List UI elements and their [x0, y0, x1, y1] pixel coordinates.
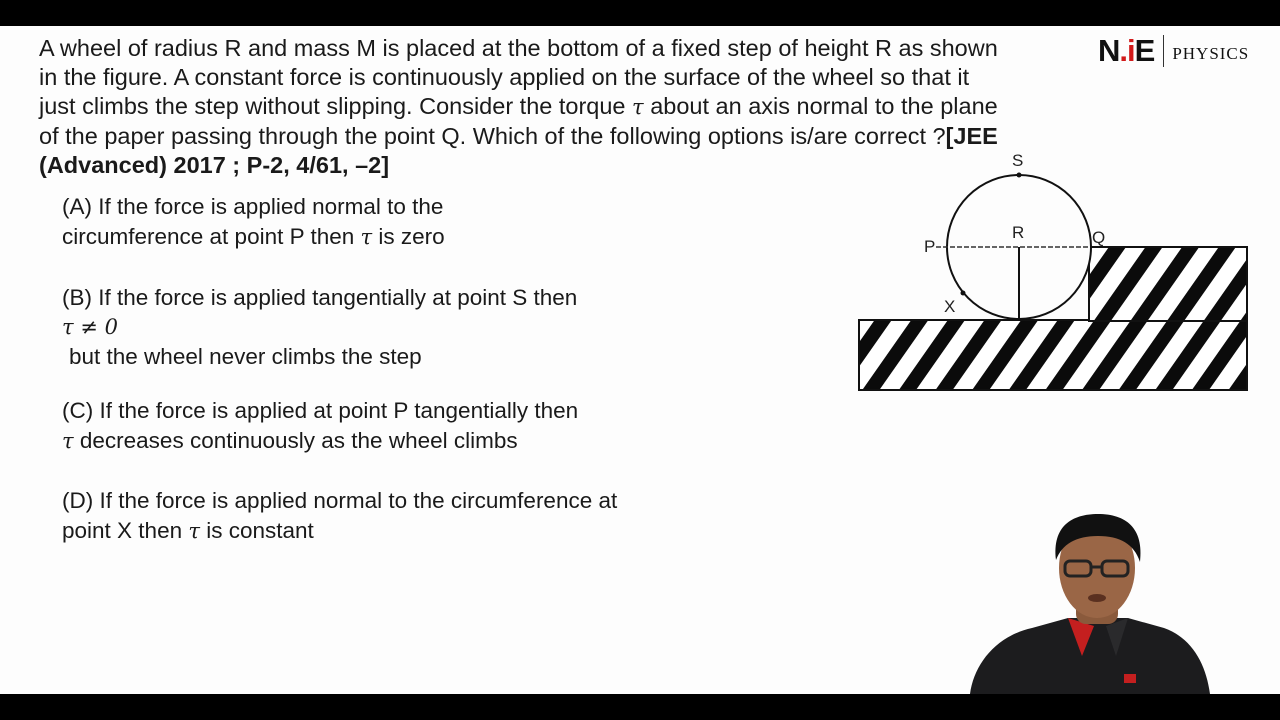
point-x — [961, 291, 966, 296]
ground-block — [859, 320, 1247, 390]
label-x: X — [944, 297, 956, 316]
tau-symbol: τ — [188, 518, 200, 543]
option-d — [62, 486, 762, 546]
option-d-line1: (D) If the force is applied normal to the circumference at — [62, 488, 618, 513]
option-b-equation: τ ≠ 0 — [62, 314, 118, 339]
option-c — [62, 396, 762, 456]
point-s — [1017, 173, 1022, 178]
tau-symbol: τ — [62, 428, 74, 453]
question-main: A wheel of radius R and mass M is placed at the bottom of a fixed step of height R as shown in the figure. A constant force is continuously applied on the surface of the wheel so that it just climbs the step without slipping. Consider the torque — [39, 35, 998, 119]
wheel-step-figure — [850, 146, 1260, 426]
label-r: R — [1012, 223, 1025, 242]
presenter-mouth — [1088, 594, 1106, 602]
logo-mark: N.iE — [1098, 33, 1155, 68]
exam-reference: [JEE (Advanced) 2017 ; P-2, 4/61, –2] — [39, 123, 998, 178]
label-s: S — [1012, 151, 1024, 170]
logo-text: PHYSICS — [1172, 44, 1250, 63]
step-block — [1089, 247, 1247, 321]
tau-symbol: τ — [632, 95, 644, 119]
option-a — [62, 192, 762, 252]
label-q: Q — [1092, 228, 1106, 247]
slide — [0, 26, 1280, 694]
tau-symbol: τ — [360, 224, 373, 249]
option-c-line1: (C) If the force is applied at point P tangentially then — [62, 398, 579, 423]
question-continued: about an axis normal to the plane of the paper passing through the point Q. Which of the following options is/are correct ? — [39, 93, 998, 149]
option-a-line1: (A) If the force is applied normal to the — [62, 194, 444, 219]
option-b-line3: but the wheel never climbs the step — [69, 344, 422, 369]
option-b-line1: (B) If the force is applied tangentially at point S then — [62, 285, 578, 310]
presenter-webcam — [960, 486, 1230, 694]
nje-physics-logo — [1098, 34, 1249, 68]
option-d-line2: point X then τ is constant — [62, 517, 314, 543]
label-p: P — [924, 237, 936, 256]
option-a-line2: circumference at point P then τ is zero — [62, 223, 445, 249]
shirt-logo — [1124, 674, 1136, 683]
option-c-line2: τ decreases continuously as the wheel climbs — [62, 427, 518, 453]
logo-divider — [1163, 35, 1164, 67]
option-b — [62, 283, 762, 372]
